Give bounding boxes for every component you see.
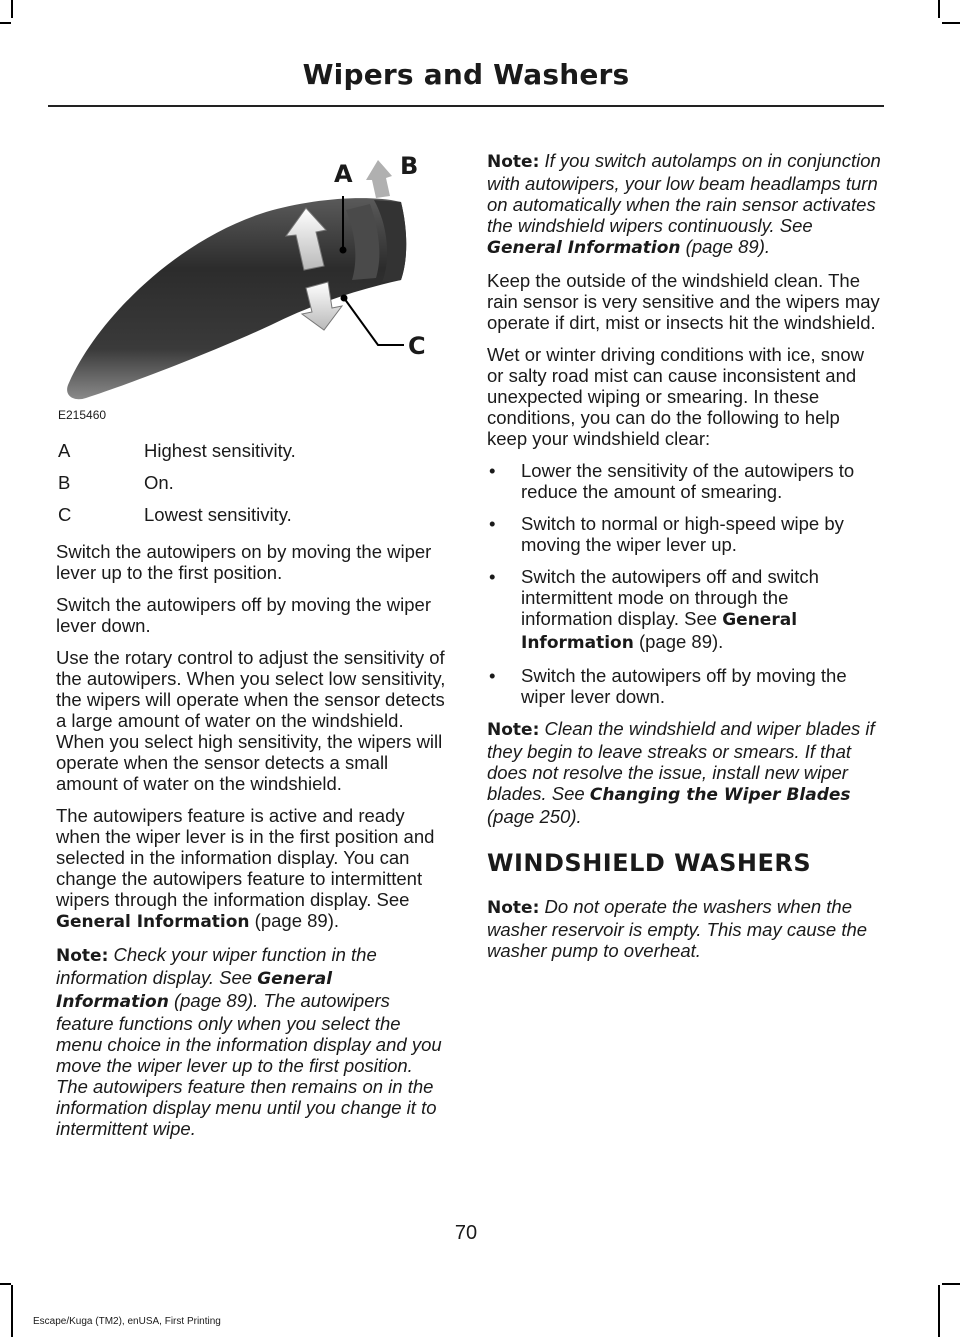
page-reference: (page 89). <box>680 236 771 257</box>
crop-mark <box>938 1285 940 1337</box>
note-label: Note: <box>487 898 540 918</box>
note <box>487 896 883 961</box>
list-item-text: Switch to normal or high-speed wipe by moving the wiper lever up. <box>521 513 844 555</box>
cross-reference-link[interactable]: General Information <box>521 610 798 653</box>
legend-text: Lowest sensitivity. <box>144 504 292 525</box>
right-column <box>487 150 883 972</box>
figure-code: E215460 <box>58 408 107 422</box>
legend-text: Highest sensitivity. <box>144 440 296 461</box>
list-item-text: Lower the sensitivity of the autowipers to reduce the amount of smearing. <box>521 460 855 502</box>
crop-mark <box>938 0 940 18</box>
note <box>56 944 448 1139</box>
paragraph: Wet or winter driving conditions with ice, snow or salty road mist can cause inconsistent and unexpected wiping or smearing. In these conditions, you can do the following to help keep your windshield clear: <box>487 344 865 449</box>
header-divider <box>48 105 884 107</box>
legend-row <box>56 440 448 461</box>
paragraph: Keep the outside of the windshield clean. The rain sensor is very sensitive and the wipers may operate if dirt, mist or insects hit the windshield. <box>487 270 880 333</box>
wiper-lever-figure <box>56 140 446 422</box>
crop-mark <box>11 0 13 18</box>
paragraph: Use the rotary control to adjust the sensitivity of the autowipers. When you select low sensitivity, the wipers will operate when the sensor detects a large amount of water on the windshield. When you select high sensitivity, the wipers will operate when the sensor detects a small amount of water on the windshield. <box>56 647 446 794</box>
page-reference: (page 250). <box>487 806 582 827</box>
section-heading: WINDSHIELD WASHERS <box>487 849 812 877</box>
page-number: 70 <box>454 1222 478 1244</box>
list-item-text: Switch the autowipers off and switch intermittent mode on through the information display. See <box>521 566 819 629</box>
bullet-marker: • <box>489 513 496 534</box>
cross-reference-link[interactable]: General Information <box>56 912 250 932</box>
legend-key: A <box>58 440 71 461</box>
note-label: Note: <box>487 720 540 740</box>
legend-key: B <box>58 472 71 493</box>
list-item <box>487 566 883 654</box>
paragraph <box>56 805 448 933</box>
note <box>487 718 883 827</box>
note-text: Do not operate the washers when the washer reservoir is empty. This may cause the washer pump to overheat. <box>487 896 868 961</box>
note-text: Check your wiper function in the information display. See <box>56 944 377 988</box>
legend-key: C <box>58 504 72 525</box>
page-title: Wipers and Washers <box>302 58 630 91</box>
note-text: Clean the windshield and wiper blades if they begin to leave streaks or smears. If that does not resolve the issue, install new wiper blades. See <box>487 718 875 804</box>
crop-mark <box>942 1283 960 1285</box>
legend-row <box>56 504 448 525</box>
bullet-list <box>487 460 883 707</box>
list-item <box>487 665 883 707</box>
crop-mark <box>0 1283 11 1285</box>
note-label: Note: <box>487 152 540 172</box>
note-label: Note: <box>56 946 109 966</box>
list-item <box>487 513 883 555</box>
note <box>487 150 883 259</box>
paragraph-text: The autowipers feature is active and ready when the wiper lever is in the first position and selected in the information display. You can change the autowipers feature to intermittent wipers through the information display. See <box>56 805 435 910</box>
note-text: If you switch autolamps on in conjunction with autowipers, your low beam headlamps turn on automatically when the rain sensor activates the windshield wipers continuously. See <box>487 150 881 236</box>
page-reference: (page 89). <box>633 631 724 652</box>
callout-a-label: A <box>334 160 353 188</box>
bullet-marker: • <box>489 665 496 686</box>
footer-text: Escape/Kuga (TM2), enUSA, First Printing <box>33 1316 221 1327</box>
bullet-marker: • <box>489 566 496 587</box>
paragraph: Switch the autowipers on by moving the wiper lever up to the first position. <box>56 541 432 583</box>
cross-reference-link[interactable]: General Information <box>56 969 333 1012</box>
cross-reference-link[interactable]: Changing the Wiper Blades <box>589 785 851 805</box>
crop-mark <box>942 22 960 24</box>
callout-b-label: B <box>400 152 419 180</box>
wiper-lever-illustration <box>56 140 446 422</box>
cross-reference-link[interactable]: General Information <box>487 238 681 258</box>
note-text: (page 89). The autowipers feature functions only when you select the menu choice in the information display and you move the wiper lever up to the first position. The autowipers feature then remains on in the information display menu until you change it to intermittent wipe. <box>56 990 442 1139</box>
paragraph: Switch the autowipers off by moving the wiper lever down. <box>56 594 431 636</box>
legend-text: On. <box>144 472 174 493</box>
crop-mark <box>0 22 11 24</box>
list-item-text: Switch the autowipers off by moving the wiper lever down. <box>521 665 847 707</box>
page-reference: (page 89). <box>249 910 340 931</box>
callout-c-label: C <box>408 332 426 360</box>
list-item <box>487 460 883 502</box>
bullet-marker: • <box>489 460 496 481</box>
crop-mark <box>11 1285 13 1337</box>
legend-row <box>56 472 448 493</box>
left-column <box>56 440 448 1150</box>
